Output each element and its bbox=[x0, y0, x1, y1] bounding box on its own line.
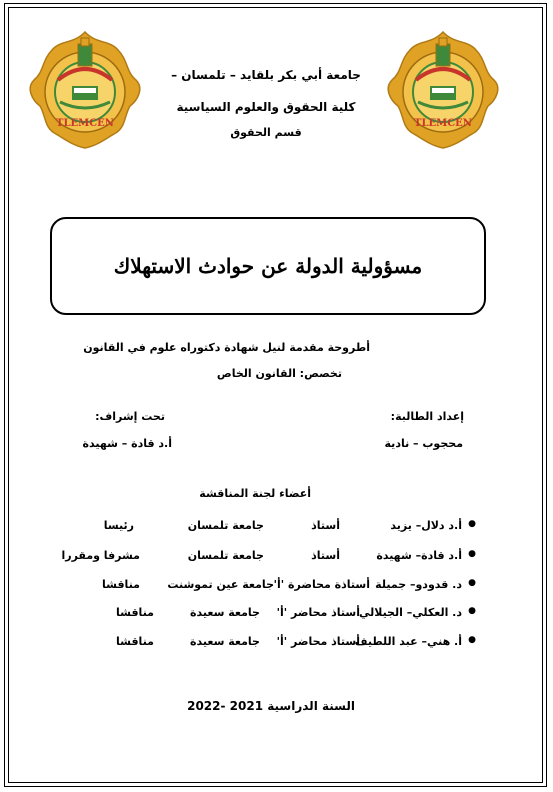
committee-row bbox=[60, 635, 490, 655]
bullet-icon: ● bbox=[468, 519, 476, 529]
student-name: محجوب – نادية bbox=[384, 437, 463, 450]
department-name: قسم الحقوق bbox=[230, 126, 302, 139]
university-logo-left bbox=[26, 30, 144, 150]
member-rank: أستاذ bbox=[311, 519, 340, 532]
thesis-specialty: تخصص: القانون الخاص bbox=[216, 367, 342, 380]
committee-row bbox=[60, 606, 490, 626]
member-role: مناقشا bbox=[116, 606, 154, 619]
member-name: د. قدودو– جميلة bbox=[375, 578, 462, 591]
prepared-by-label: إعداد الطالبة: bbox=[390, 410, 464, 423]
member-rank: أستاذ محاضر 'أ' bbox=[276, 635, 360, 648]
thesis-title-box bbox=[50, 217, 486, 315]
member-name: أ. هني– عبد اللطيف bbox=[354, 635, 462, 648]
supervisor-label: تحت إشراف: bbox=[95, 410, 165, 423]
member-role: مشرفا ومقررا bbox=[61, 549, 140, 562]
member-rank: أستاذة محاضرة 'أ' bbox=[273, 578, 370, 591]
faculty-name: كلية الحقوق والعلوم السياسية bbox=[176, 100, 356, 114]
bullet-icon: ● bbox=[468, 635, 476, 645]
thesis-title: مسؤولية الدولة عن حوادث الاستهلاك bbox=[113, 254, 423, 278]
member-role: مناقشا bbox=[116, 635, 154, 648]
committee-row bbox=[60, 549, 490, 569]
committee-row bbox=[60, 519, 490, 539]
member-name: د. العكلي– الجيلالي bbox=[358, 606, 462, 619]
member-name: أ.د قادة– شهيدة bbox=[376, 549, 462, 562]
committee-row bbox=[60, 578, 490, 598]
member-institution: جامعة سعيدة bbox=[190, 635, 260, 648]
logo-text-right: TLEMCEN bbox=[414, 118, 472, 129]
member-rank: أستاذ bbox=[311, 549, 340, 562]
thesis-degree: أطروحة مقدمة لنيل شهادة دكتوراه علوم في القانون bbox=[83, 341, 370, 354]
member-institution: جامعة عين تموشنت bbox=[167, 578, 274, 591]
university-name: جامعة أبي بكر بلقايد – تلمسان – bbox=[171, 68, 361, 82]
member-institution: جامعة سعيدة bbox=[190, 606, 260, 619]
logo-text-left: TLEMCEN bbox=[56, 118, 114, 129]
member-role: رئيسا bbox=[103, 519, 134, 532]
member-institution: جامعة تلمسان bbox=[187, 549, 264, 562]
bullet-icon: ● bbox=[468, 578, 476, 588]
member-name: أ.د دلال– يزيد bbox=[390, 519, 462, 532]
committee-title: أعضاء لجنة المناقشة bbox=[199, 487, 311, 500]
member-institution: جامعة تلمسان bbox=[187, 519, 264, 532]
member-rank: أستاذ محاضر 'أ' bbox=[276, 606, 360, 619]
academic-year: السنة الدراسية 2021 -2022 bbox=[187, 699, 355, 713]
supervisor-name: أ.د قادة – شهيدة bbox=[82, 437, 172, 450]
member-role: مناقشا bbox=[102, 578, 140, 591]
bullet-icon: ● bbox=[468, 549, 476, 559]
bullet-icon: ● bbox=[468, 606, 476, 616]
university-logo-right bbox=[384, 30, 502, 150]
